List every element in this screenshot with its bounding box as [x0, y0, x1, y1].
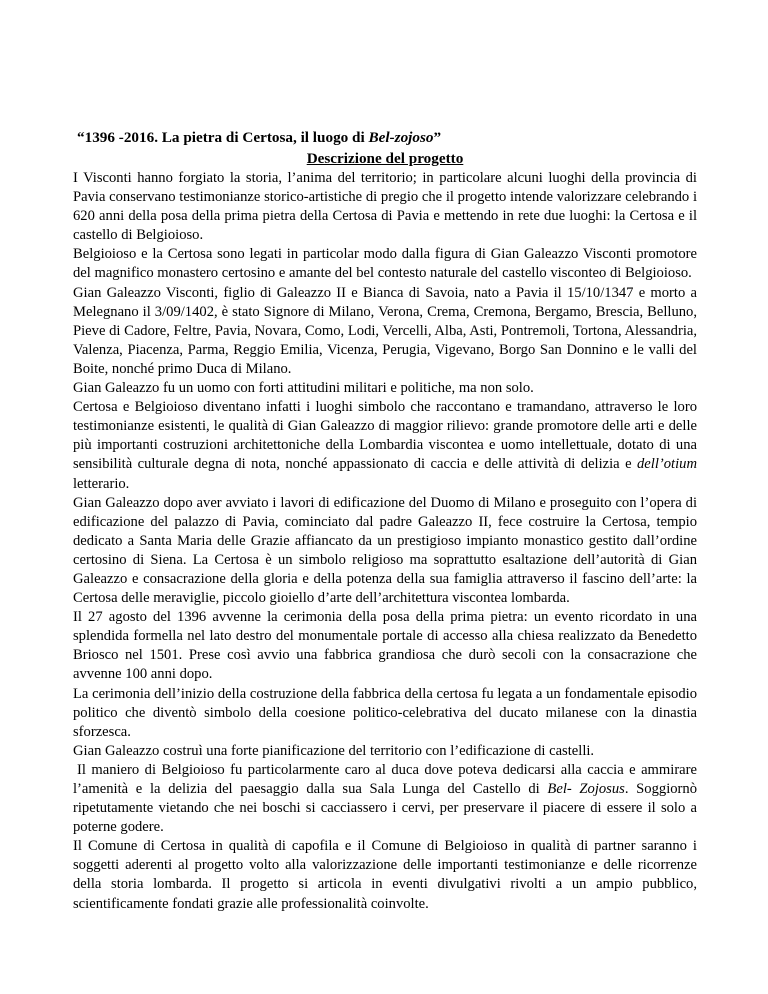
- document-title: “1396 -2016. La pietra di Certosa, il luogo di Bel-zojoso”: [77, 129, 442, 146]
- document-body: [73, 128, 697, 914]
- paragraph: Gian Galeazzo Visconti, figlio di Galeazzo II e Bianca di Savoia, nato a Pavia il 15/10/1347 e morto a Melegnano il 3/09/1402, è stato Signore di Milano, Verona, Crema, Cremona, Bergamo, Brescia, Belluno, Pieve di Cadore, Feltre, Pavia, Novara, Como, Lodi, Vercelli, Alba, Asti, Pontremoli, Tortona, Alessandria, Valenza, Piacenza, Parma, Reggio Emilia, Vicenza, Perugia, Vigevano, Borgo San Donnino e le valli del Boite, nonché primo Duca di Milano.: [73, 284, 697, 377]
- paragraph: Gian Galeazzo costruì una forte pianificazione del territorio con l’edificazione di castelli.: [73, 742, 595, 759]
- paragraph: Gian Galeazzo dopo aver avviato i lavori di edificazione del Duomo di Milano e proseguito con l’opera di edificazione del palazzo di Pavia, cominciato dal padre Galeazzo II, fece costruire la Certosa, tempio dedicato a Santa Maria delle Grazie affiancato da un prestigioso impianto monastico gestito dall’ordine certosino di Siena. La Certosa è un simbolo religioso ma soprattutto esaltazione dell’autorità di Gian Galeazzo e consacrazione della gloria e della potenza della sua famiglia attraverso il fascino dell’arte: la Certosa delle meraviglie, piccolo gioiello d’arte dell’architettura viscontea lombarda.: [73, 494, 697, 607]
- paragraph: Il 27 agosto del 1396 avvenne la cerimonia della posa della prima pietra: un evento ricordato in una splendida formella nel lato destro del monumentale portale di accesso alla chiesa realizzato da Benedetto Briosco nel 1501. Prese così avvio una fabbrica grandiosa che durò secoli con la consacrazione che avvenne 100 anni dopo.: [73, 609, 697, 683]
- document-subtitle: Descrizione del progetto: [306, 150, 464, 167]
- paragraph: Il Comune di Certosa in qualità di capofila e il Comune di Belgioioso in qualità di partner saranno i soggetti aderenti al progetto volto alla valorizzazione delle importanti testimonianze e delle ricorrenze della storia lombarda. Il progetto si articola in eventi divulgativi rivolti a un ampio pubblico, scientificamente fondati grazie alle professionalità coinvolte.: [73, 838, 697, 912]
- paragraph-otium: Certosa e Belgioioso diventano infatti i luoghi simbolo che raccontano e tramandano, attraverso le loro testimonianze esistenti, le qualità di Gian Galeazzo di maggior rilievo: grande promotore delle arti e delle più importanti costruzioni architettoniche della Lombardia viscontea e uomo intellettuale, dotato di una sensibilità culturale degna di nota, nonché appassionato di caccia e delle attività di delizia e dell’otium letterario.: [73, 399, 697, 492]
- title-italic: Bel-zojoso: [368, 129, 434, 146]
- paragraph: Gian Galeazzo fu un uomo con forti attitudini militari e politiche, ma non solo.: [73, 380, 534, 397]
- paragraph: La cerimonia dell’inizio della costruzione della fabbrica della certosa fu legata a un fondamentale episodio politico che diventò simbolo della coesione politico-celebrativa del ducato milanese con la dinastia sforzesca.: [73, 685, 697, 740]
- paragraph-zojosus: Il maniero di Belgioioso fu particolarmente caro al duca dove poteva dedicarsi alla caccia e ammirare l’amenità e la delizia del paesaggio dalla sua Sala Lunga del Castello di Bel- Zojosus. Soggiornò ripetutamente vietando che nei boschi si cacciassero i cervi, per preservare il piacere di essere il solo a poterne godere.: [73, 761, 697, 836]
- paragraph: I Visconti hanno forgiato la storia, l’anima del territorio; in particolare alcuni luoghi della provincia di Pavia conservano testimonianze storico-artistiche di pregio che il progetto intende valorizzare celebrando i 620 anni della posa della prima pietra della Certosa di Pavia e mettendo in rete due luoghi: la Certosa e il castello di Belgioioso.: [73, 170, 697, 244]
- paragraph: Belgioioso e la Certosa sono legati in particolar modo dalla figura di Gian Galeazzo Visconti promotore del magnifico monastero certosino e amante del bel contesto naturale del castello visconteo di Belgioioso.: [73, 246, 697, 282]
